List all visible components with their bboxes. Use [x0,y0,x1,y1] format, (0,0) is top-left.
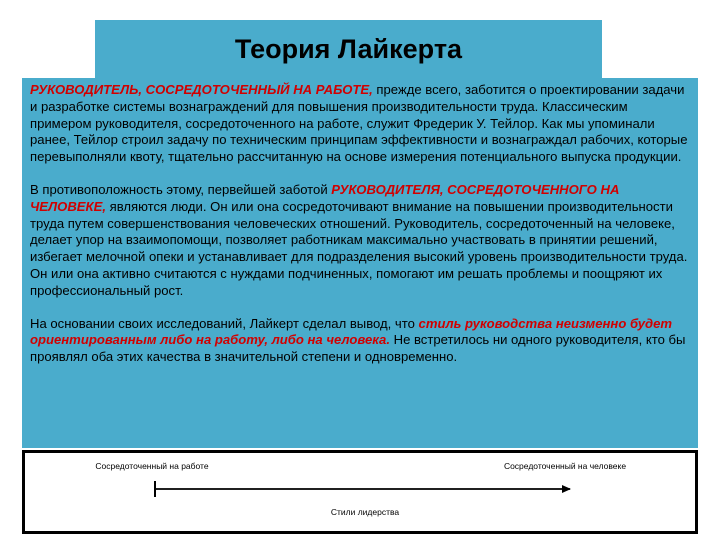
conclusion-highlight: стиль руководства неизменно будет ориентированным либо на работу, либо на человека. [30,315,673,348]
paragraph-2-text-after: являются люди. Он или она сосредоточивают внимание на повышении производительности труда путем совершенствования человеческих отношений. Руководитель, сосредоточенный на человеке, делает упор на взаимопомощи, позволяет работникам максимально участвовать в принятии решений, избегает мелочной опеки и устанавливает для подразделения высокий уровень производительности труда. Он или она активно считаются с нуждами подчиненных, помогают им решать проблемы и поощряют их профессиональный рост. [30,198,688,298]
diagram-right-label: Сосредоточенный на человеке [503,461,627,471]
paragraph-2-text-before: В противоположность этому, первейшей заботой [30,181,332,197]
title-banner [95,20,602,78]
paragraph-3-text-before: На основании своих исследований, Лайкерт сделал вывод, что [30,315,419,331]
paragraph-3-text-after: Не встретилось ни одного руководителя, кто бы проявлял оба этих качества в значительной степени и одновременно. [30,332,686,365]
paragraph-1-text: прежде всего, заботится о проектировании задачи и разработке системы вознаграждений для повышения производительности труда. Классическим примером руководителя, сосредоточенного на работе, служит Фредерик У. Тейлор. Как мы упоминали ранее, Тейлор строил задачу по техническим принципам эффективности и вознаграждал рабочих, которые перевыполняли квоту, тщательно рассчитанную на основе измерения потенциального выпуска продукции. [30,82,688,165]
people-oriented-term: РУКОВОДИТЕЛЯ, СОСРЕДОТОЧЕННОГО НА ЧЕЛОВЕКЕ, [30,181,620,214]
diagram-axis-label: Стили лидерства [330,507,400,517]
content-panel [22,78,698,448]
paragraph-task-oriented [30,82,690,166]
leadership-styles-diagram [22,450,698,534]
axis-arrowhead [562,485,571,493]
diagram-left-label: Сосредоточенный на работе [95,461,209,471]
page-title: Теория Лайкерта [234,33,463,64]
paragraph-people-oriented [30,182,690,300]
paragraph-conclusion [30,316,690,366]
task-oriented-term: РУКОВОДИТЕЛЬ, СОСРЕДОТОЧЕННЫЙ НА РАБОТЕ, [30,82,373,97]
diagram-axis [25,453,695,531]
